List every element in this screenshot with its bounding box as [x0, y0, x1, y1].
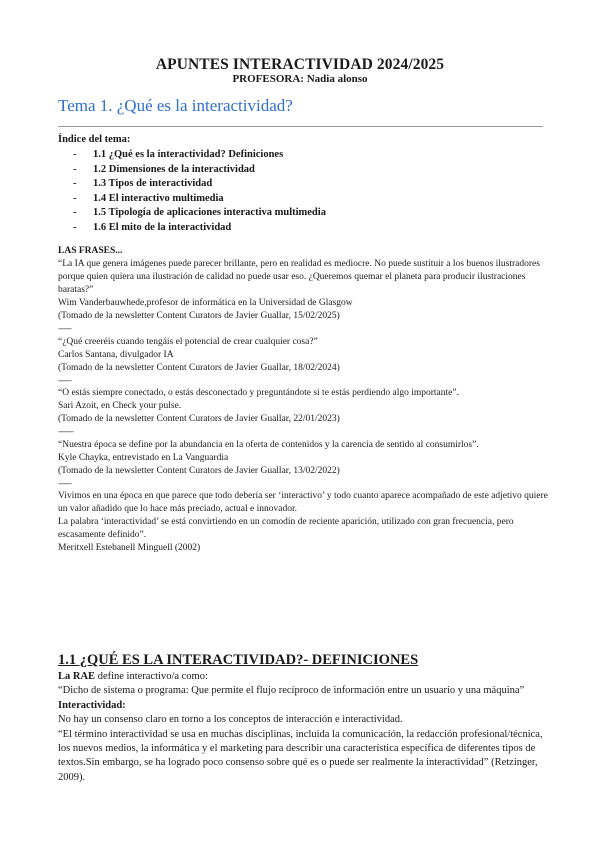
quote-text: “Nuestra época se define por la abundancia en la oferta de contenidos y la carencia de sentido al consumirlos”.	[58, 439, 479, 450]
toc-item	[73, 221, 326, 236]
horizontal-divider	[58, 126, 543, 127]
document-title: APUNTES INTERACTIVIDAD 2024/2025	[155, 56, 445, 73]
list-bullet: -	[73, 221, 77, 233]
paragraph: “El término interactividad se usa en muchas disciplinas, incluida la comunicación, la redacción profesional/técnica, los nuevos medios, la informática y el marketing para describir una característica específica de diferentes tipos de textos.Sin embargo, se ha logrado poco consenso sobre qué es o puede ser realmente la interactividad” (Retzinger, 2009).	[58, 728, 543, 783]
quote-author: Wim Vanderbauwhede,profesor de informática en la Universidad de Glasgow	[58, 298, 353, 308]
quote-source: (Tomado de la newsletter Content Curators de Javier Guallar, 22/01/2023)	[58, 414, 340, 424]
rae-line-rest: define interactivo/a como:	[95, 671, 208, 682]
frases-section	[58, 245, 548, 555]
quote-source: (Tomado de la newsletter Content Curators de Javier Guallar, 15/02/2025)	[58, 311, 340, 321]
toc-item	[73, 192, 326, 207]
quote-separator: -------	[58, 427, 74, 437]
toc-item-label: 1.5 Tipología de aplicaciones interactiva multimedia	[93, 207, 326, 218]
rae-quote: “Dicho de sistema o programa: Que permite el flujo recíproco de información entre un usuario y una máquina”	[58, 685, 525, 697]
toc-item	[73, 148, 326, 163]
toc-item-label: 1.1 ¿Qué es la interactividad? Definiciones	[93, 149, 284, 160]
frases-heading: LAS FRASES...	[58, 246, 123, 256]
quote-source: (Tomado de la newsletter Content Curators de Javier Guallar, 18/02/2024)	[58, 362, 340, 373]
quote-author: Sari Azoit, en Check your pulse.	[58, 401, 182, 411]
toc-item-label: 1.2 Dimensiones de la interactividad	[93, 163, 255, 175]
toc-item	[73, 163, 326, 178]
section-body	[58, 670, 548, 785]
document-subtitle: PROFESORA: Nadia alonso	[232, 73, 368, 85]
list-bullet: -	[73, 149, 77, 160]
indice-heading: Índice del tema:	[58, 134, 131, 145]
paragraph: No hay un consenso claro en torno a los conceptos de interacción e interactividad.	[58, 714, 403, 726]
quote-separator: ------	[58, 324, 71, 334]
list-bullet: -	[73, 192, 77, 204]
quote-text: “¿Qué creeréis cuando tengáis el potencial de crear cualquier cosa?”	[58, 336, 318, 347]
rae-line	[58, 670, 548, 684]
list-bullet: -	[73, 178, 77, 189]
quote-separator: ------	[58, 375, 71, 386]
table-of-contents	[73, 148, 326, 235]
toc-item	[73, 206, 326, 221]
section-heading: 1.1 ¿QUÉ ES LA INTERACTIVIDAD?- DEFINICIONES	[58, 652, 419, 668]
quote-text: “O estás siempre conectado, o estás desconectado y preguntándote si te estás perdiendo algo importante”.	[58, 388, 459, 398]
interactividad-heading: Interactividad:	[58, 699, 126, 711]
toc-item-label: 1.6 El mito de la interactividad	[93, 221, 232, 233]
quote-author: Carlos Santana, divulgador IA	[58, 349, 174, 360]
toc-item-label: 1.3 Tipos de interactividad	[93, 178, 213, 189]
toc-item-label: 1.4 El interactivo multimedia	[93, 192, 224, 204]
quote-author: Kyle Chayka, entrevistado en La Vanguardia	[58, 452, 229, 463]
quote-text: “La IA que genera imágenes puede parecer brillante, pero en realidad es mediocre. No puede sustituir a los buenos ilustradores porque quien quiera una ilustración de calidad no puede usar eso. ¿Queremos quemar el planeta para producir ilustraciones baratas?”	[58, 259, 540, 295]
rae-label: La RAE	[58, 671, 96, 682]
quote-separator: ------	[58, 478, 71, 489]
list-bullet: -	[73, 163, 77, 175]
list-bullet: -	[73, 207, 77, 218]
toc-item	[73, 177, 326, 192]
quote-text: Vivimos en una época en que parece que todo debería ser ‘interactivo’ y todo cuanto aparece acompañado de este adjetivo quiere un valor añadido que lo hace más preciado, actual e innovador.	[58, 491, 548, 514]
quote-author: Meritxell Estebanell Minguell (2002)	[58, 543, 201, 553]
quote-text: La palabra ‘interactividad’ se está convirtiendo en un comodín de reciente aparición, utilizado con gran frecuencia, pero escasamente definido”.	[58, 517, 514, 540]
quote-source: (Tomado de la newsletter Content Curators de Javier Guallar, 13/02/2022)	[58, 465, 340, 476]
tema-heading: Tema 1. ¿Qué es la interactividad?	[58, 96, 293, 115]
